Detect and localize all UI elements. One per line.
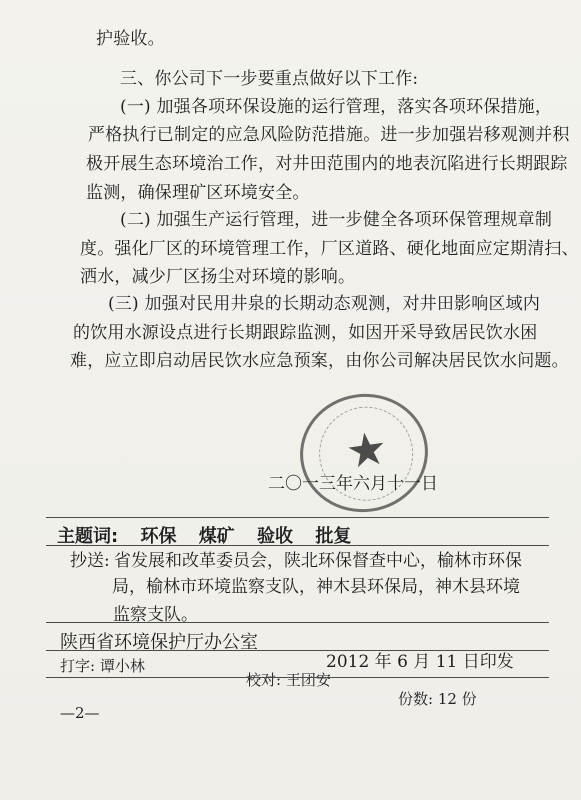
- issuing-office: 陕西省环境保护厅办公室: [60, 632, 258, 653]
- keyword-coal: 煤矿: [198, 526, 235, 547]
- footer-divider-bottom: [46, 677, 549, 678]
- keyword-acceptance: 验收: [257, 526, 294, 547]
- seal-star-icon: ★: [342, 420, 391, 480]
- body-line-3: (一) 加强各项环保设施的运行管理，落实各项环保措施，: [120, 97, 553, 117]
- typist: 打字: 谭小林: [60, 657, 145, 675]
- page-number: —2—: [60, 704, 100, 722]
- body-line-4: 严格执行已制定的应急风险防范措施。进一步加强岩移观测并积: [88, 125, 570, 145]
- signature-date: 二〇一三年六月十一日: [268, 474, 438, 494]
- cc-line-3: 监察支队。: [113, 605, 198, 625]
- body-line-6: 监测，确保理矿区环境安全。: [86, 183, 310, 203]
- keywords-label: 主题词:: [57, 526, 119, 547]
- cc-line-1: 省发展和改革委员会，陕北环保督查中心，榆林市环保: [114, 551, 522, 571]
- official-seal: [292, 386, 435, 521]
- body-line-5: 极开展生态环境治工作，对井田范围内的地表沉陷进行长期跟踪: [86, 154, 568, 174]
- keyword-approval: 批复: [315, 526, 352, 547]
- cc-line-2: 局，榆林市环境监察支队，神木县环保局，神木县环境: [112, 577, 520, 597]
- body-line-8: 度。强化厂区的环境管理工作，厂区道路、硬化地面应定期清扫、: [80, 239, 579, 259]
- body-line-1: 护验收。: [96, 29, 165, 49]
- body-line-11: 的饮用水源设点进行长期跟踪监测，如因开采导致居民饮水困: [73, 323, 538, 343]
- footer-divider-issuer: [46, 622, 549, 623]
- footer-divider-cc: [46, 545, 549, 546]
- body-line-9: 洒水，减少厂区扬尘对环境的影响。: [80, 267, 356, 287]
- print-date: 2012 年 6 月 11 日印发: [326, 652, 514, 672]
- body-line-2: 三、你公司下一步要重点做好以下工作:: [120, 69, 419, 89]
- body-line-12: 难，应立即启动居民饮水应急预案，由你公司解决居民饮水问题。: [70, 351, 569, 371]
- footer-divider-meta: [46, 650, 549, 651]
- cc-label: 抄送:: [70, 551, 110, 571]
- body-line-7: (二) 加强生产运行管理，进一步健全各项环保管理规章制: [120, 210, 553, 230]
- keyword-environment: 环保: [140, 526, 177, 547]
- copies: 份数: 12 份: [398, 690, 477, 708]
- body-line-10: (三) 加强对民用井泉的长期动态观测，对井田影响区域内: [108, 294, 541, 314]
- footer-divider-top: [46, 517, 549, 518]
- proofreader: 校对: 王团安: [246, 671, 331, 689]
